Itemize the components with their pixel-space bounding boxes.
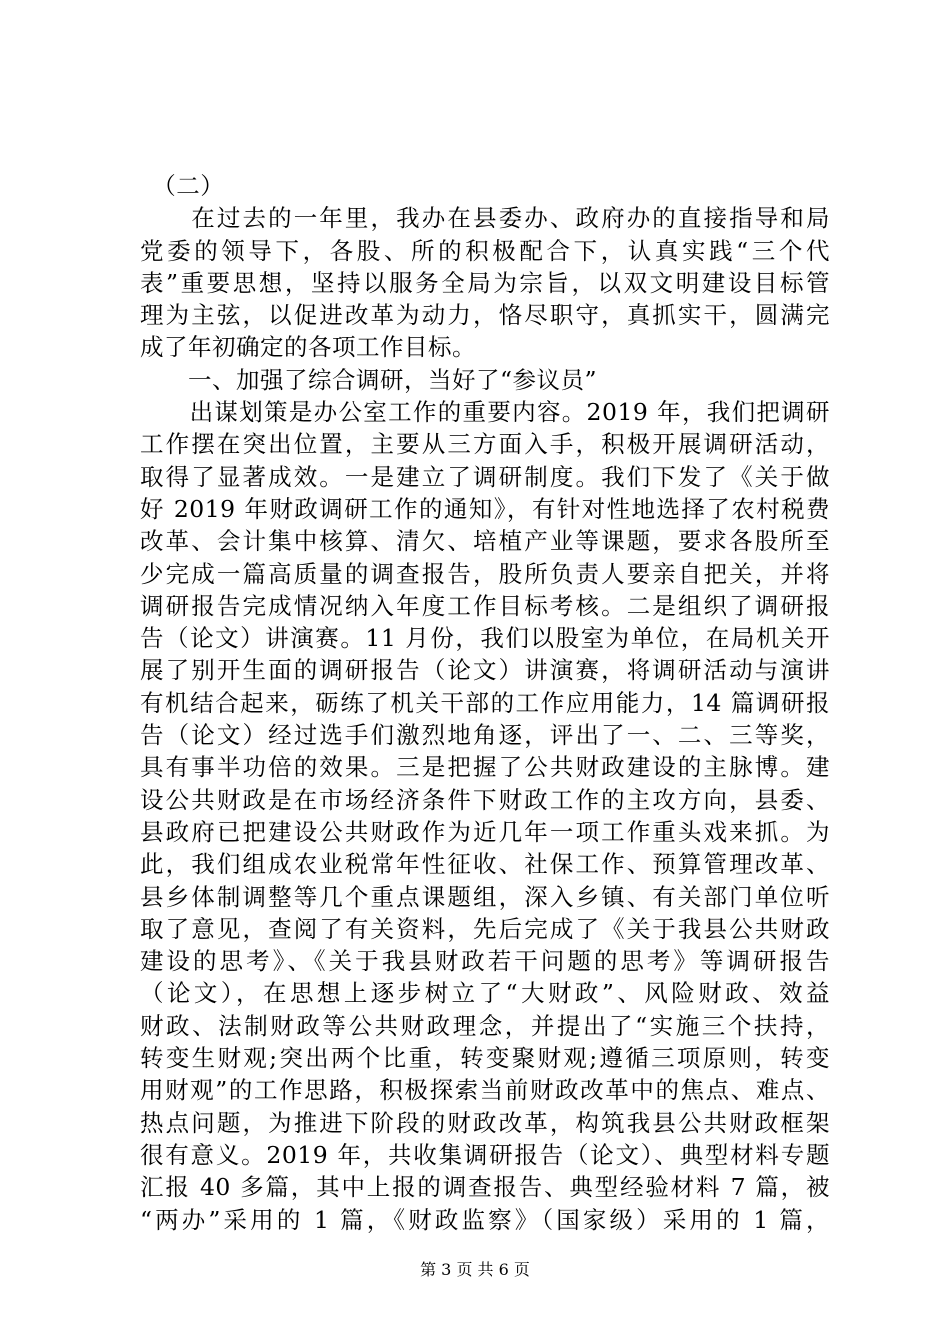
paragraph-line: 少完成一篇高质量的调查报告，股所负责人要亲自把关，并将 xyxy=(140,559,830,588)
paragraph-line: 告（论文）经过选手们激烈地角逐，评出了一、二、三等奖， xyxy=(140,721,830,750)
paragraph-line: 理为主弦，以促进改革为动力，恪尽职守，真抓实干，圆满完 xyxy=(140,301,830,330)
paragraph-line: （论文），在思想上逐步树立了“大财政”、风险财政、效益 xyxy=(140,979,830,1008)
section-heading: （二） xyxy=(140,172,225,200)
paragraph-line: 县政府已把建设公共财政作为近几年一项工作重头戏来抓。为 xyxy=(140,817,830,846)
subsection-heading: 一、加强了综合调研，当好了“参议员” xyxy=(140,365,598,394)
paragraph-line: 建设的思考》、《关于我县财政若干问题的思考》等调研报告 xyxy=(140,947,830,976)
paragraph-line: 热点问题，为推进下阶段的财政改革，构筑我县公共财政框架 xyxy=(140,1108,830,1137)
paragraph-line: 具有事半功倍的效果。三是把握了公共财政建设的主脉博。建 xyxy=(140,753,830,782)
paragraph-line: 出谋划策是办公室工作的重要内容。2019 年，我们把调研 xyxy=(140,398,830,427)
paragraph-line: 取了意见，查阅了有关资料，先后完成了《关于我县公共财政 xyxy=(140,914,830,943)
paragraph-line: 工作摆在突出位置，主要从三方面入手，积极开展调研活动， xyxy=(140,430,830,459)
paragraph-line: 财政、法制财政等公共财政理念，并提出了“实施三个扶持， xyxy=(140,1011,830,1040)
paragraph-line: 告（论文）讲演赛。11 月份，我们以股室为单位，在局机关开 xyxy=(140,624,830,653)
paragraph-line: 展了别开生面的调研报告（论文）讲演赛，将调研活动与演讲 xyxy=(140,656,830,685)
paragraph-line: 取得了显著成效。一是建立了调研制度。我们下发了《关于做 xyxy=(140,462,830,491)
paragraph-line: 很有意义。2019 年，共收集调研报告（论文）、典型材料专题 xyxy=(140,1140,830,1169)
page-number-footer: 第 3 页 共 6 页 xyxy=(420,1260,530,1279)
paragraph-line: 用财观”的工作思路，积极探索当前财政改革中的焦点、难点、 xyxy=(140,1076,830,1105)
paragraph-line: 表”重要思想，坚持以服务全局为宗旨，以双文明建设目标管 xyxy=(140,268,830,297)
paragraph-line: 改革、会计集中核算、清欠、培植产业等课题，要求各股所至 xyxy=(140,527,830,556)
paragraph-line: 好 2019 年财政调研工作的通知》，有针对性地选择了农村税费 xyxy=(140,494,830,523)
paragraph-line: 有机结合起来，砺练了机关干部的工作应用能力，14 篇调研报 xyxy=(140,688,830,717)
paragraph-line: 成了年初确定的各项工作目标。 xyxy=(140,333,476,362)
paragraph-line: 转变生财观;突出两个比重，转变聚财观;遵循三项原则，转变 xyxy=(140,1044,830,1073)
paragraph-line: 党委的领导下，各股、所的积极配合下，认真实践“三个代 xyxy=(140,236,830,265)
paragraph-line: 汇报 40 多篇，其中上报的调查报告、典型经验材料 7 篇，被 xyxy=(140,1173,830,1202)
paragraph-line: 调研报告完成情况纳入年度工作目标考核。二是组织了调研报 xyxy=(140,591,830,620)
paragraph-line: 此，我们组成农业税常年性征收、社保工作、预算管理改革、 xyxy=(140,850,830,879)
paragraph-line: 县乡体制调整等几个重点课题组，深入乡镇、有关部门单位听 xyxy=(140,882,830,911)
paragraph-line: 在过去的一年里，我办在县委办、政府办的直接指导和局 xyxy=(140,204,830,233)
paragraph-line: 设公共财政是在市场经济条件下财政工作的主攻方向，县委、 xyxy=(140,785,830,814)
document-body xyxy=(140,170,830,1236)
paragraph-line: “两办”采用的 1 篇，《财政监察》（国家级）采用的 1 篇， xyxy=(140,1205,830,1234)
